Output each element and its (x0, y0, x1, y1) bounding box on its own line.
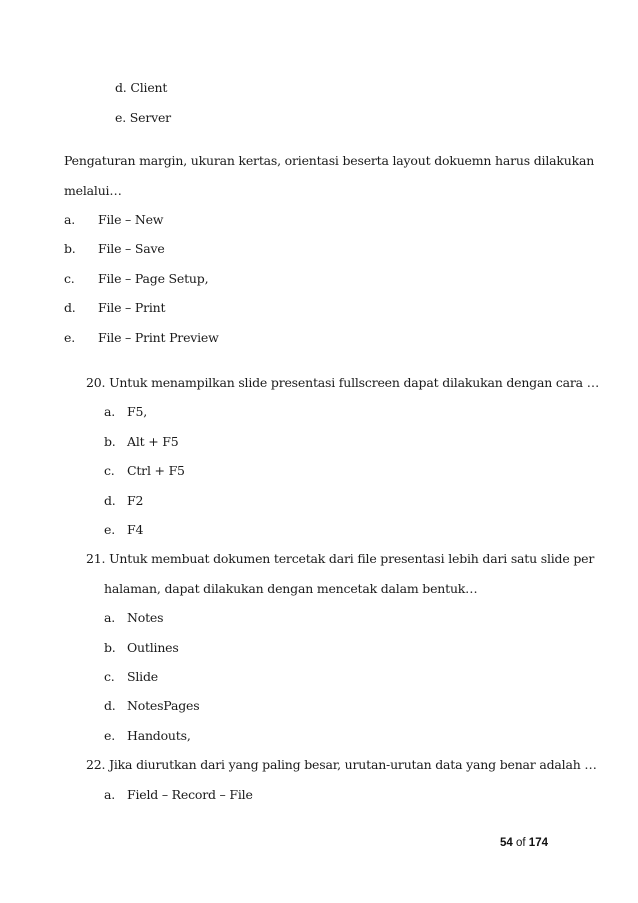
option-text: File – Print Preview (98, 330, 219, 345)
question-19-option-c (64, 271, 208, 286)
question-20-option-b (104, 434, 179, 449)
option-label: b. (104, 640, 116, 655)
option-text: F2 (127, 493, 144, 508)
question-20-text (86, 375, 599, 390)
option-label: e. (104, 522, 115, 537)
question-20-option-d (104, 493, 143, 508)
option-text: Handouts, (127, 728, 191, 743)
question-21-option-a (104, 610, 163, 625)
option-text: Alt + F5 (127, 434, 179, 449)
option-label: c. (64, 271, 75, 286)
option-text: File – Page Setup, (98, 271, 209, 286)
option-label: b. (104, 434, 116, 449)
option-e (115, 110, 171, 125)
option-text: NotesPages (127, 698, 200, 713)
question-19-option-a (64, 212, 163, 227)
question-19-option-b (64, 241, 165, 256)
question-19-text-line2: melalui… (64, 183, 122, 198)
option-label: d. (104, 493, 116, 508)
option-text: F4 (127, 522, 144, 537)
option-d (115, 80, 167, 95)
option-text: File – Save (98, 241, 165, 256)
option-label: b. (64, 241, 76, 256)
option-label: a. (104, 610, 116, 625)
option-text: F5, (127, 404, 147, 419)
option-label: e. (104, 728, 115, 743)
option-text: Server (129, 110, 171, 125)
option-label: e. (115, 110, 126, 125)
question-21-option-d (104, 698, 199, 713)
question-21-text-line1 (86, 551, 594, 566)
question-19-option-d (64, 300, 165, 315)
option-label: a. (104, 787, 116, 802)
question-19-option-e (64, 330, 219, 345)
question-21-option-c (104, 669, 158, 684)
question-20-option-a (104, 404, 147, 419)
page-of: of (516, 837, 526, 849)
option-label: e. (64, 330, 75, 345)
page-number (500, 837, 548, 849)
question-number: 21. (86, 551, 106, 566)
total-pages: 174 (528, 837, 548, 849)
question-21-option-b (104, 640, 179, 655)
current-page: 54 (500, 837, 513, 849)
option-label: d. (115, 80, 127, 95)
option-label: a. (64, 212, 76, 227)
option-text: Slide (127, 669, 158, 684)
option-text: Field – Record – File (127, 787, 253, 802)
option-text: Client (130, 80, 168, 95)
option-label: c. (104, 463, 115, 478)
question-21-text-line2: halaman, dapat dilakukan dengan mencetak dalam bentuk… (104, 581, 478, 596)
question-number: 22. (86, 757, 106, 772)
question-number: 20. (86, 375, 106, 390)
option-text: File – Print (98, 300, 166, 315)
question-text: Untuk menampilkan slide presentasi fullscreen dapat dilakukan dengan cara … (109, 375, 600, 390)
option-label: d. (64, 300, 76, 315)
option-text: Outlines (127, 640, 179, 655)
question-20-option-e (104, 522, 143, 537)
question-19-text-line1: Pengaturan margin, ukuran kertas, orientasi beserta layout dokuemn harus dilakukan (64, 153, 595, 168)
option-label: d. (104, 698, 116, 713)
question-22-text (86, 757, 597, 772)
question-22-option-a (104, 787, 253, 802)
question-text: Untuk membuat dokumen tercetak dari file presentasi lebih dari satu slide per (109, 551, 595, 566)
option-label: a. (104, 404, 116, 419)
question-20-option-c (104, 463, 185, 478)
option-text: Notes (127, 610, 164, 625)
option-text: File – New (98, 212, 164, 227)
question-21-option-e (104, 728, 191, 743)
question-text: Jika diurutkan dari yang paling besar, urutan-urutan data yang benar adalah … (109, 757, 597, 772)
option-label: c. (104, 669, 115, 684)
option-text: Ctrl + F5 (127, 463, 185, 478)
